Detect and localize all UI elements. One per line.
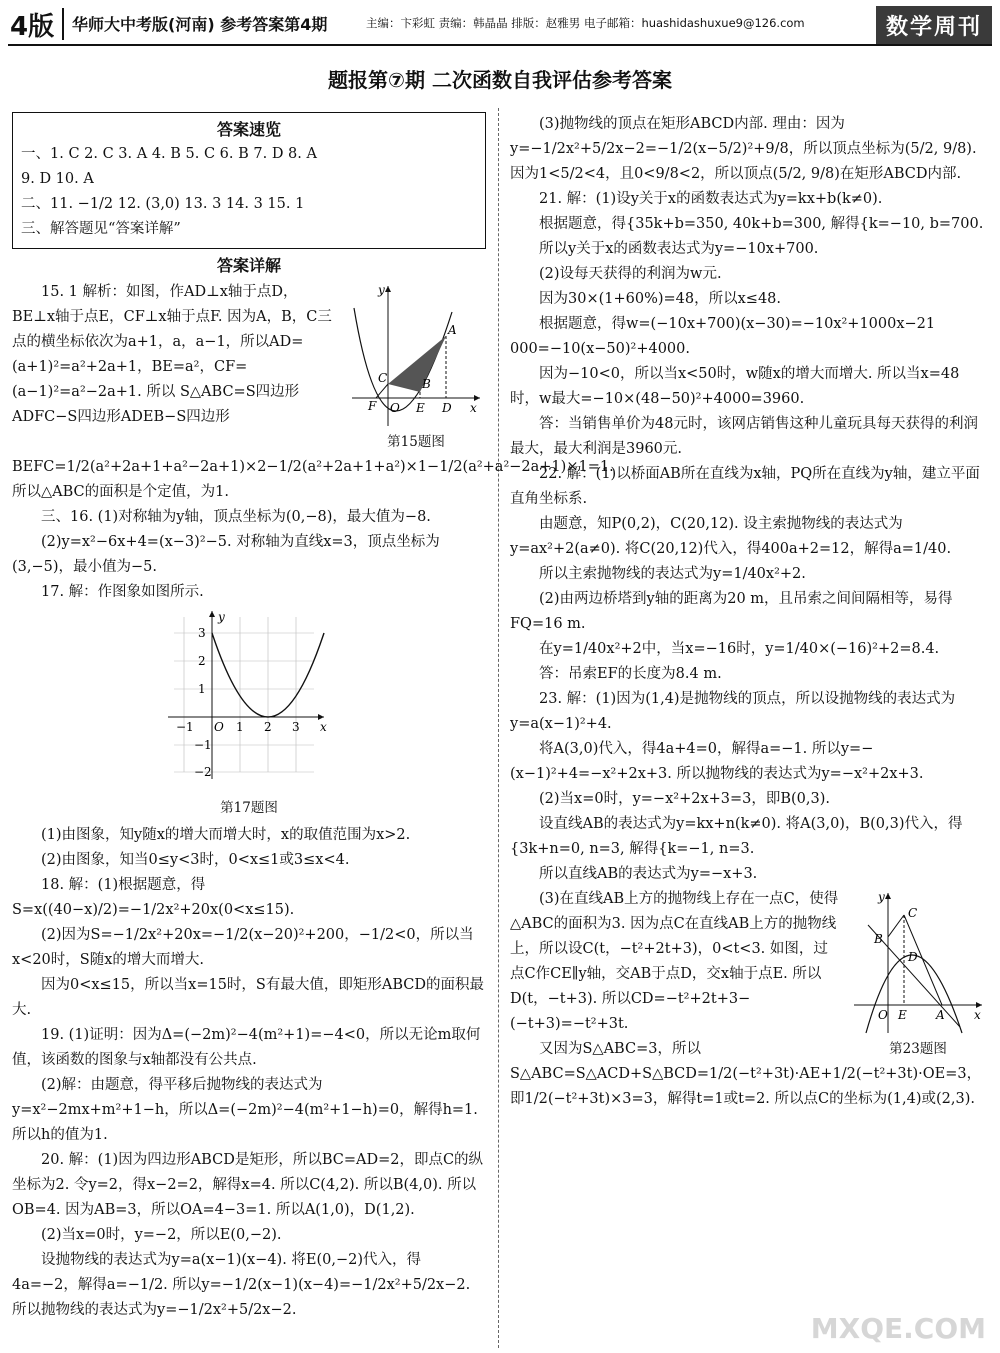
q22-answer-part4: (2)由两边桥塔到y轴的距离为20 m，且吊索之间间隔相等，易得FQ=16 m.: [510, 591, 953, 632]
svg-text:x: x: [974, 1008, 981, 1022]
svg-text:A: A: [448, 323, 457, 337]
header-credits: 主编：卞彩虹 责编：韩晶晶 排版：赵雅男 电子邮箱：huashidashuxue9@126.com: [366, 16, 805, 30]
q22-answer-part5: 在y=1/40x²+2中，当x=−16时，y=1/40×(−16)²+2=8.4.: [539, 641, 940, 657]
document-title: 题报第⑦期 二次函数自我评估参考答案: [328, 68, 672, 92]
detail-heading: 答案详解: [216, 256, 281, 275]
q19-answer-part2: (2)解：由题意，得平移后抛物线的表达式为y=x²−2mx+m²+1−h，所以Δ=(−2m)²−4(m²+1−h)=0，解得h=1. 所以h的值为1.: [12, 1077, 478, 1143]
header-title: 华师大中考版(河南) 参考答案第4期: [72, 15, 328, 34]
q20-answer-part3: 设抛物线的表达式为y=a(x−1)(x−4). 将E(0,−2)代入，得4a=−2，解得a=−1/2. 所以y=−1/2(x−1)(x−4)=−1/2x²+5/2x−2. 所以抛物线的表达式为y=−1/2x²+5/2x−2.: [12, 1252, 471, 1318]
q21-answer-part8: 答：当销售单价为48元时，该网店销售这种儿童玩具每天获得的利润最大，最大利润是3960元.: [510, 416, 978, 457]
summary-line: 一、1. C 2. C 3. A 4. B 5. C 6. B 7. D 8. A: [21, 146, 317, 162]
svg-text:E: E: [898, 1008, 907, 1022]
q22-answer-part3: 所以主索抛物线的表达式为y=1/40x²+2.: [539, 566, 806, 582]
figure-15: [346, 280, 486, 455]
header-divider: [62, 8, 64, 40]
svg-text:D: D: [442, 401, 452, 415]
q22-answer-part1: 22. 解：(1)以桥面AB所在直线为x轴，PQ所在直线为y轴，建立平面直角坐标系.: [510, 466, 980, 507]
q23-answer-part1: 23. 解：(1)因为(1,4)是抛物线的顶点，所以设抛物线的表达式为y=a(x−1)²+4.: [510, 691, 956, 732]
svg-text:x: x: [470, 401, 477, 415]
q23-answer-part5: 所以直线AB的表达式为y=−x+3.: [539, 866, 758, 882]
svg-text:2: 2: [264, 720, 272, 734]
q22-answer-part2: 由题意，知P(0,2)，C(20,12). 设主索抛物线的表达式为y=ax²+2(a≠0). 将C(20,12)代入，得400a+2=12，解得a=1/40.: [510, 516, 952, 557]
edition-label: 4版: [10, 12, 55, 42]
svg-text:3: 3: [198, 626, 206, 640]
q21-answer-part7: 因为−10<0，所以当x<50时，w随x的增大而增大. 所以当x=48时，w最大=−10×(48−50)²+4000=3960.: [510, 366, 960, 407]
svg-text:D: D: [908, 950, 918, 964]
q23-answer-part3: (2)当x=0时，y=−x²+2x+3=3，即B(0,3).: [539, 791, 831, 807]
q16-answer-part2: (2)y=x²−6x+4=(x−3)²−5. 对称轴为直线x=3，顶点坐标为(3,−5)，最小值为−5.: [12, 534, 440, 575]
q15-answer: 15. 1 解析：如图，作AD⊥x轴于点D，BE⊥x轴于点E，CF⊥x轴于点F. 因为A，B，C三点的横坐标依次为a+1，a，a−1，所以AD=(a+1)²=a²+2a+1，BE=a²，CF=(a−1)²=a²−2a+1. 所以 S△ABC=S四边形ADFC−S四边形ADEB−S四边形BEFC=1/2(a²+2a+1+a²−2a+1)×2−1/2(a²+2a+1+a²)×1−1/2(a²+a²−2a+1)×1=1. 所以△ABC的面积是个定值，为1.: [12, 284, 614, 500]
svg-text:F: F: [368, 399, 377, 413]
figure-23-caption: 第23题图: [889, 1041, 947, 1057]
q17-answer: 17. 解：作图象如图所示.: [41, 584, 204, 600]
q18-answer-part3: 因为0<x≤15，所以当x=15时，S有最大值，即矩形ABCD的面积最大.: [12, 977, 484, 1018]
svg-text:1: 1: [236, 720, 244, 734]
right-column: [510, 112, 988, 1112]
q20-answer-part4: (3)抛物线的顶点在矩形ABCD内部. 理由：因为y=−1/2x²+5/2x−2=−1/2(x−5/2)²+9/8，所以顶点坐标为(5/2, 9/8). 因为1<5/2<4，且0<9/8<2，所以顶点(5/2, 9/8)在矩形ABCD内部.: [510, 116, 977, 182]
q21-answer-part1: 21. 解：(1)设y关于x的函数表达式为y=kx+b(k≠0).: [539, 191, 883, 207]
svg-text:y: y: [218, 610, 225, 624]
svg-text:y: y: [378, 283, 385, 297]
brand-badge: 数学周刊: [876, 6, 992, 45]
svg-text:1: 1: [198, 682, 206, 696]
svg-text:2: 2: [198, 654, 206, 668]
summary-line: 二、11. −1/2 12. (3,0) 13. 3 14. 3 15. 1: [21, 196, 305, 212]
svg-text:−2: −2: [194, 765, 212, 779]
figure-23-graph: [850, 887, 986, 1037]
svg-text:E: E: [416, 401, 425, 415]
svg-text:y: y: [878, 890, 885, 904]
q21-answer-part6: 根据题意，得w=(−10x+700)(x−30)=−10x²+1000x−21 000=−10(x−50)²+4000.: [510, 316, 936, 357]
q19-answer-part1: 19. (1)证明：因为Δ=(−2m)²−4(m²+1)=−4<0，所以无论m取何值，该函数的图象与x轴都没有公共点.: [12, 1027, 481, 1068]
column-separator: [498, 108, 499, 1348]
svg-text:x: x: [320, 720, 327, 734]
left-column: [12, 112, 614, 1323]
q17-answer-part2: (2)由图象，知当0≤y<3时，0<x≤1或3≤x<4.: [41, 852, 350, 868]
svg-text:3: 3: [292, 720, 300, 734]
svg-text:O: O: [878, 1008, 888, 1022]
summary-line: 三、解答题见“答案详解”: [21, 221, 181, 237]
q22-answer-part6: 答：吊索EF的长度为8.4 m.: [539, 666, 722, 682]
svg-text:−1: −1: [176, 720, 194, 734]
svg-text:−1: −1: [194, 738, 212, 752]
figure-23: [848, 887, 988, 1062]
svg-text:O: O: [390, 401, 400, 415]
q23-answer-part6: (3)在直线AB上方的抛物线上存在一点C，使得△ABC的面积为3. 因为点C在直线AB上方的抛物线上，所以设C(t，−t²+2t+3)，0<t<3. 如图，过点C作CE∥y轴，交AB于点D，交x轴于点E. 所以D(t，−t+3). 所以CD=−t²+2t+3−(−t+3)=−t²+3t.: [510, 891, 839, 1032]
q23-answer-part4: 设直线AB的表达式为y=kx+n(k≠0). 将A(3,0)，B(0,3)代入，得{3k+n=0, n=3, 解得{k=−1, n=3.: [510, 816, 963, 857]
figure-17-caption: 第17题图: [220, 800, 278, 816]
q21-answer-part5: 因为30×(1+60%)=48，所以x≤48.: [539, 291, 782, 307]
q16-answer-part1: 三、16. (1)对称轴为y轴，顶点坐标为(0,−8)，最大值为−8.: [41, 509, 431, 525]
figure-17-graph: [154, 607, 344, 787]
page-header: [0, 0, 1000, 46]
answer-summary-heading: 答案速览: [216, 120, 281, 139]
q21-answer-part2: 根据题意，得{35k+b=350, 40k+b=300, 解得{k=−10, b=700.: [539, 216, 984, 232]
q17-answer-part1: (1)由图象，知y随x的增大而增大时，x的取值范围为x>2.: [41, 827, 411, 843]
q20-answer-part1: 20. 解：(1)因为四边形ABCD是矩形，所以BC=AD=2，即点C的纵坐标为2. 令y=2，得x−2=2，解得x=4. 所以C(4,2). 所以B(4,0). 所以OB=4. 因为AB=3，所以OA=4−3=1. 所以A(1,0)，D(1,2).: [12, 1152, 484, 1218]
header-rule: [8, 44, 992, 46]
svg-text:O: O: [214, 720, 224, 734]
q23-answer-part7: 又因为S△ABC=3，所以S△ABC=S△ACD+S△BCD=1/2(−t²+3t)·AE+1/2(−t²+3t)·OE=3，即1/2(−t²+3t)×3=3，解得t=1或t=2. 所以点C的坐标为(1,4)或(2,3).: [510, 1041, 982, 1107]
q23-answer-part2: 将A(3,0)代入，得4a+4=0，解得a=−1. 所以y=−(x−1)²+4=−x²+2x+3. 所以抛物线的表达式为y=−x²+2x+3.: [510, 741, 924, 782]
svg-text:C: C: [908, 906, 918, 920]
q18-answer-part2: (2)因为S=−1/2x²+20x=−1/2(x−20)²+200，−1/2<0，所以当x<20时，S随x的增大而增大.: [12, 927, 474, 968]
svg-text:C: C: [378, 371, 388, 385]
q21-answer-part4: (2)设每天获得的利润为w元.: [539, 266, 722, 282]
answer-summary-box: [12, 112, 486, 249]
svg-text:B: B: [422, 377, 431, 391]
summary-line: 9. D 10. A: [21, 171, 94, 187]
figure-15-graph: [348, 280, 484, 430]
q18-answer-part1: 18. 解：(1)根据题意，得S=x((40−x)/2)=−1/2x²+20x(0<x≤15).: [12, 877, 295, 918]
figure-15-caption: 第15题图: [387, 434, 445, 450]
q20-answer-part2: (2)当x=0时，y=−2，所以E(0,−2).: [41, 1227, 282, 1243]
figure-17: [12, 607, 486, 821]
svg-text:B: B: [874, 932, 883, 946]
q21-answer-part3: 所以y关于x的函数表达式为y=−10x+700.: [539, 241, 819, 257]
watermark: MXQE.COM: [810, 1312, 986, 1345]
svg-text:A: A: [936, 1008, 945, 1022]
